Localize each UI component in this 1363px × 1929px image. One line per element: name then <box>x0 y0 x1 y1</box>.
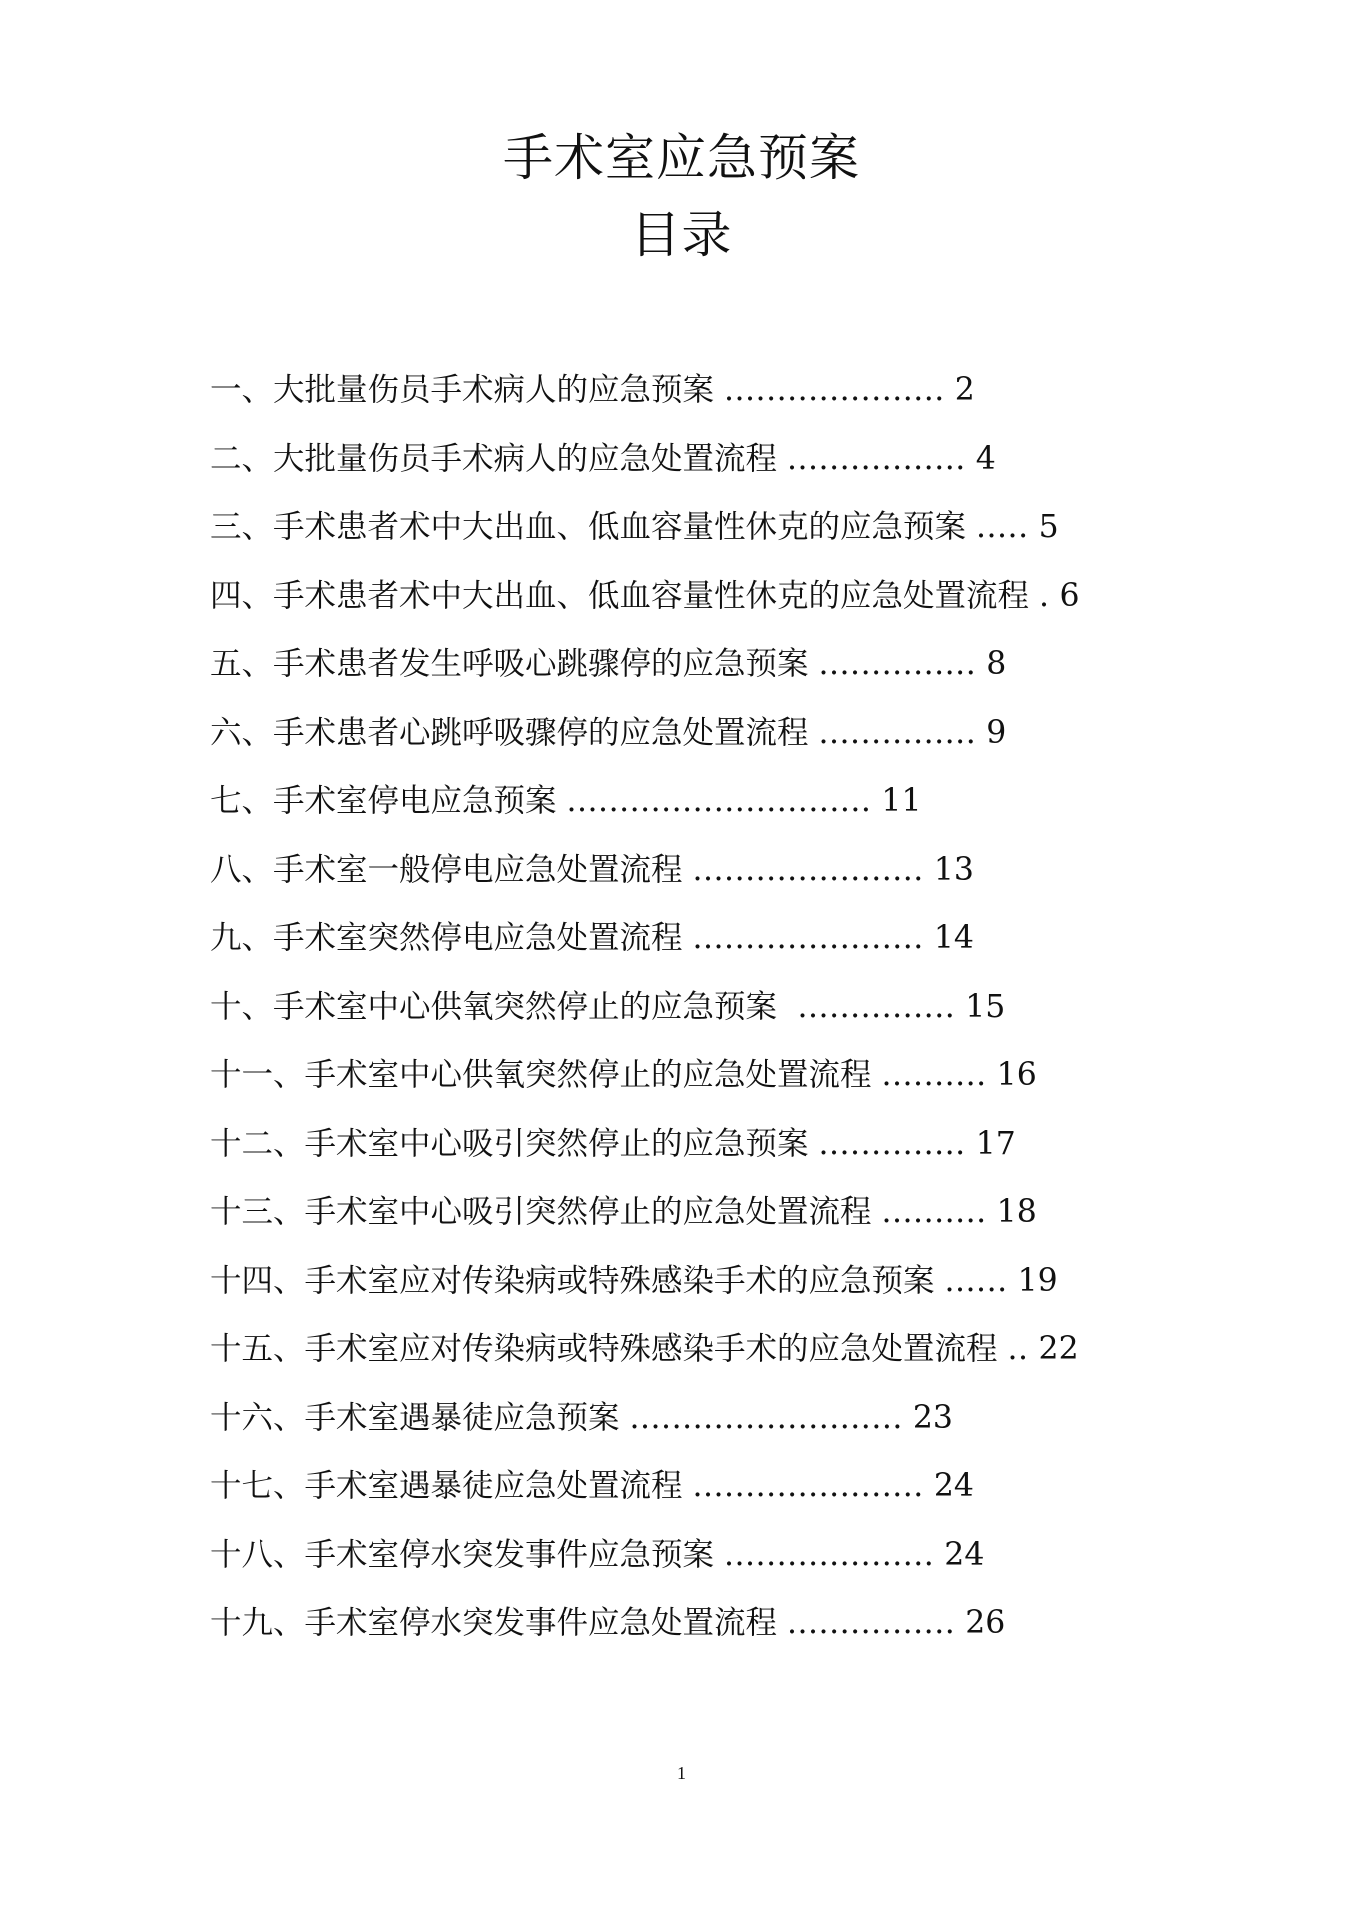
toc-entry-page: 26 <box>965 1605 1006 1641</box>
toc-entry-leader: .. <box>1007 1331 1029 1367</box>
toc-entry-title: 四、手术患者术中大出血、低血容量性休克的应急处置流程 <box>210 577 1030 614</box>
toc-entry-title: 十八、手术室停水突发事件应急预案 <box>210 1536 715 1573</box>
toc-entry-leader: .................... <box>724 1536 935 1573</box>
toc-entry-leader: . <box>1039 577 1050 614</box>
toc-entry-page: 16 <box>996 1057 1037 1093</box>
toc-entry-title: 七、手术室停电应急预案 <box>210 783 557 819</box>
toc-entry-page: 23 <box>912 1399 953 1436</box>
document-subtitle: 目录 <box>630 206 733 264</box>
toc-entry-title: 十六、手术室遇暴徒应急预案 <box>210 1399 620 1436</box>
toc-entry-leader: ............... <box>818 646 977 682</box>
toc-entry[interactable] <box>210 979 1005 1035</box>
toc-entry[interactable] <box>210 362 975 418</box>
toc-entry-title: 十九、手术室停水突发事件应急处置流程 <box>210 1605 778 1641</box>
toc-entry[interactable] <box>210 431 996 487</box>
toc-entry-leader: .......... <box>881 1194 987 1230</box>
toc-entry-title: 十二、手术室中心吸引突然停止的应急预案 <box>210 1125 809 1162</box>
toc-entry-page: 4 <box>975 440 996 477</box>
toc-entry-page: 17 <box>975 1125 1016 1162</box>
toc-entry[interactable] <box>210 773 922 829</box>
toc-entry[interactable] <box>210 499 1059 555</box>
toc-entry-title: 十三、手术室中心吸引突然停止的应急处置流程 <box>210 1194 872 1230</box>
toc-entry-title: 十四、手术室应对传染病或特殊感染手术的应急预案 <box>210 1262 935 1299</box>
toc-entry-leader: .............. <box>818 1125 966 1162</box>
toc-entry[interactable] <box>210 1595 1005 1651</box>
document-title: 手术室应急预案 <box>503 129 860 187</box>
toc-entry-page: 8 <box>986 646 1007 682</box>
toc-entry-page: 22 <box>1038 1331 1079 1367</box>
toc-entry[interactable] <box>210 1253 1058 1309</box>
toc-entry-page: 24 <box>933 1468 974 1504</box>
toc-entry[interactable] <box>210 1390 953 1446</box>
toc-entry[interactable] <box>210 568 1080 624</box>
toc-entry[interactable] <box>210 1047 1037 1103</box>
toc-entry[interactable] <box>210 1527 984 1583</box>
toc-entry[interactable] <box>210 1116 1016 1172</box>
toc-entry-title: 九、手术室突然停电应急处置流程 <box>210 920 683 956</box>
toc-entry-page: 9 <box>986 714 1007 751</box>
toc-entry-title: 十、手术室中心供氧突然停止的应急预案 <box>210 988 778 1025</box>
toc-entry[interactable] <box>210 910 974 966</box>
toc-entry-page: 5 <box>1038 509 1059 545</box>
toc-entry[interactable] <box>210 705 1006 761</box>
toc-entry-title: 五、手术患者发生呼吸心跳骤停的应急预案 <box>210 646 809 682</box>
toc-entry-page: 13 <box>933 851 974 888</box>
toc-entry[interactable] <box>210 1458 974 1514</box>
toc-entry-title: 三、手术患者术中大出血、低血容量性休克的应急预案 <box>210 509 967 545</box>
toc-entry-leader: ............................. <box>566 783 872 819</box>
toc-entry-title: 八、手术室一般停电应急处置流程 <box>210 851 683 888</box>
page-number: 1 <box>677 1763 686 1783</box>
toc-entry-page: 11 <box>881 783 922 819</box>
toc-entry-page: 19 <box>1017 1262 1058 1299</box>
toc-entry-leader: ..... <box>976 509 1029 545</box>
toc-entry-title: 十一、手术室中心供氧突然停止的应急处置流程 <box>210 1057 872 1093</box>
toc-entry-leader: ................ <box>787 1605 956 1641</box>
toc-entry-page: 24 <box>944 1536 985 1573</box>
toc-entry-title: 六、手术患者心跳呼吸骤停的应急处置流程 <box>210 714 809 751</box>
toc-entry-title: 十七、手术室遇暴徒应急处置流程 <box>210 1468 683 1504</box>
toc-entry-leader: ...................... <box>692 920 924 956</box>
toc-entry-title: 一、大批量伤员手术病人的应急预案 <box>210 372 715 408</box>
toc-entry-leader: .......... <box>881 1057 987 1093</box>
toc-entry-leader: ................. <box>787 440 966 477</box>
toc-entry[interactable] <box>210 842 974 898</box>
toc-entry-title: 二、大批量伤员手术病人的应急处置流程 <box>210 440 778 477</box>
toc-entry[interactable] <box>210 636 1006 692</box>
toc-entry-leader: ...................... <box>692 1468 924 1504</box>
toc-entry-title: 十五、手术室应对传染病或特殊感染手术的应急处置流程 <box>210 1331 998 1367</box>
toc-entry-leader: .......................... <box>629 1399 903 1436</box>
toc-entry-leader: ...................... <box>692 851 924 888</box>
toc-entry-page: 6 <box>1059 577 1080 614</box>
toc-entry-page: 2 <box>954 372 975 408</box>
toc-entry-page: 14 <box>933 920 974 956</box>
toc-entry-leader: ............... <box>787 988 956 1025</box>
toc-entry-page: 15 <box>965 988 1006 1025</box>
toc-entry[interactable] <box>210 1321 1079 1377</box>
toc-entry-leader: ............... <box>818 714 977 751</box>
toc-entry-leader: ..................... <box>724 372 945 408</box>
toc-entry-leader: ...... <box>944 1262 1008 1299</box>
toc-entry-page: 18 <box>996 1194 1037 1230</box>
toc-entry[interactable] <box>210 1184 1037 1240</box>
